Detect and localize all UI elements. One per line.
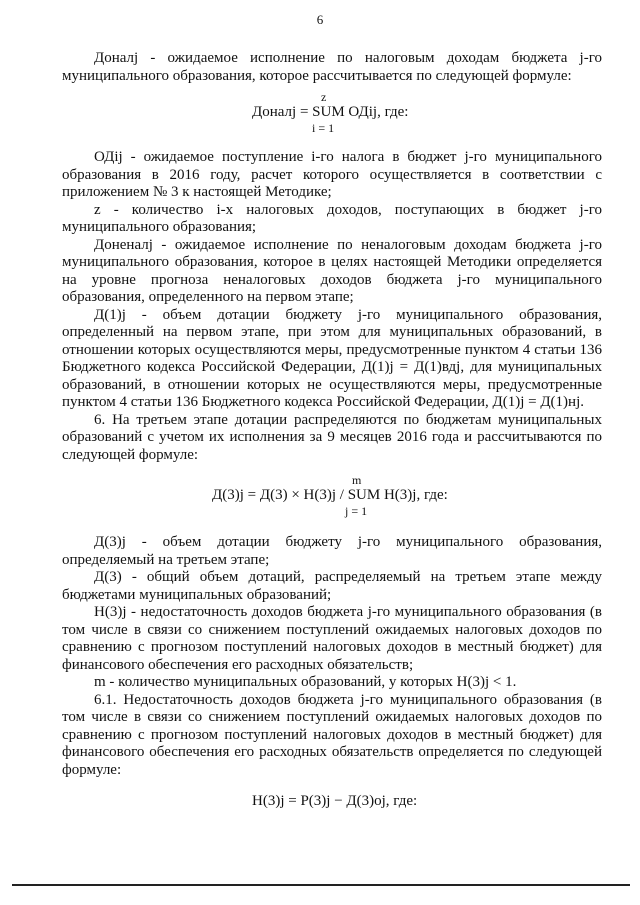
formula-donal (62, 85, 602, 143)
def-m: m - количество муниципальных образований, у которых Н(3)j < 1. (94, 674, 517, 690)
document-body (62, 50, 602, 819)
page-bottom-rule (12, 884, 630, 886)
paragraph-stage3: 6. На третьем этапе дотации распределяются по бюджетам муниципальных образований с учетом их исполнения за 9 месяцев 2016 года и рассчитываются по следующей формуле: (62, 411, 602, 463)
definitions-2 (62, 534, 602, 779)
definitions-1 (62, 149, 602, 464)
def-donenal: Доненалj - ожидаемое исполнение по неналоговым доходам бюджета j-го муниципального образования, которое в целях настоящей Методики определяется на уровне прогноза неналоговых доходов бюджета j-го муниципального образования, определенного на первом этапе; (62, 236, 602, 305)
formula-d3-main: Д(3)j = Д(3) × Н(3)j / SUM Н(3)j, где: (212, 487, 448, 503)
paragraph-donal: Доналj - ожидаемое исполнение по налоговым доходам бюджета j-го муниципального образования, которое рассчитывается по следующей формуле: (62, 50, 602, 84)
formula-d3-upper: m (352, 473, 362, 487)
formula-n3-main: Н(3)j = Р(3)j − Д(3)оj, где: (252, 793, 418, 809)
formula-donal-lower: i = 1 (312, 121, 335, 135)
page-number: 6 (316, 12, 324, 27)
formula-donal-upper: z (321, 90, 327, 104)
formula-n3 (62, 789, 602, 819)
formula-d3 (62, 468, 602, 526)
def-d3j: Д(3)j - объем дотации бюджету j-го муниципального образования, определяемый на третьем этапе; (62, 534, 602, 568)
def-z: z - количество i-х налоговых доходов, поступающих в бюджет j-го муниципального образования; (62, 201, 602, 235)
def-d1: Д(1)j - объем дотации бюджету j-го муниципального образования, определенный на первом этапе, при этом для муниципальных образований, в отношении которых осуществляются меры, предусмотренные пунктом 4 статьи 136 Бюджетного кодекса Российской Федерации, Д(1)j = Д(1)вдj, для муниципальных образований, в отношении которых не осуществляются меры, предусмотренные пунктом 4 статьи 136 Бюджетного кодекса Российской Федерации, Д(1)j = Д(1)нj. (62, 306, 602, 410)
def-n3: Н(3)j - недостаточность доходов бюджета j-го муниципального образования (в том числе в связи со снижением поступлений ожидаемых налоговых доходов по сравнению с прогнозом поступлений налоговых доходов в местный бюджет) для финансового обеспечения его расходных обязательств; (62, 604, 602, 673)
def-od: ОДij - ожидаемое поступление i-го налога в бюджет j-го муниципального образования в 2016 году, расчет которого осуществляется в соответствии с приложением № 3 к настоящей Методике; (62, 149, 602, 200)
def-d3: Д(3) - общий объем дотаций, распределяемый на третьем этапе между бюджетами муниципальных образований; (62, 569, 602, 603)
formula-donal-main: Доналj = SUM ОДij, где: (252, 104, 409, 120)
formula-d3-lower: j = 1 (345, 504, 368, 518)
paragraph-6-1: 6.1. Недостаточность доходов бюджета j-го муниципального образования (в том числе в связи со снижением поступлений ожидаемых налоговых доходов по сравнению с прогнозом поступлений налоговых доходов в местный бюджет) для финансового обеспечения его расходных обязательств определяется по следующей формуле: (62, 691, 602, 778)
